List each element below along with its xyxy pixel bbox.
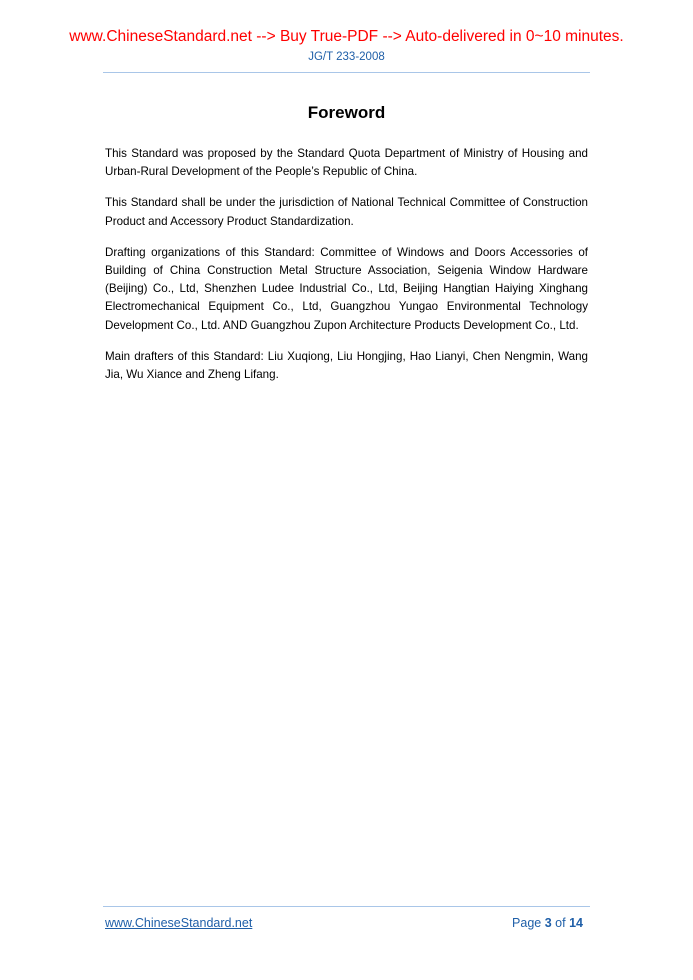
paragraph-main-drafters: Main drafters of this Standard: Liu Xuqiong, Liu Hongjing, Hao Lianyi, Chen Nengmin, Wang Jia, Wu Xiance and Zheng Lifang. [105, 349, 588, 382]
foreword-body [105, 145, 588, 397]
header-divider [103, 72, 590, 73]
footer-divider [103, 906, 590, 907]
page-prefix: Page [512, 916, 542, 930]
page-title: Foreword [307, 103, 386, 122]
paragraph-drafting-organizations: Drafting organizations of this Standard: Committee of Windows and Doors Accessories of Building of China Construction Metal Structure Association, Seigenia Window Hardware (Beijing) Co., Ltd, Shenzhen Ludee Industrial Co., Ltd, Beijing Hangtian Haiying Xinghang Electromechanical Equipment Co., Ltd, Guangzhou Yungao Environmental Technology Development Co., Ltd. AND Guangzhou Zupon Architecture Products Development Co., Ltd. [105, 245, 588, 332]
document-code: JG/T 233-2008 [308, 51, 385, 63]
page-number [512, 916, 583, 930]
page-total: 14 [569, 916, 583, 930]
promo-banner[interactable]: www.ChineseStandard.net --> Buy True-PDF --> Auto-delivered in 0~10 minutes. [69, 28, 624, 45]
paragraph-jurisdiction: This Standard shall be under the jurisdiction of National Technical Committee of Construction Product and Accessory Product Standardization. [105, 196, 588, 228]
footer-website-link[interactable]: www.ChineseStandard.net [105, 916, 253, 930]
page-current: 3 [544, 916, 552, 930]
page-of: of [555, 916, 566, 930]
paragraph-proposed-by: This Standard was proposed by the Standard Quota Department of Ministry of Housing and Urban-Rural Development of the People’s Republic of China. [105, 147, 588, 179]
